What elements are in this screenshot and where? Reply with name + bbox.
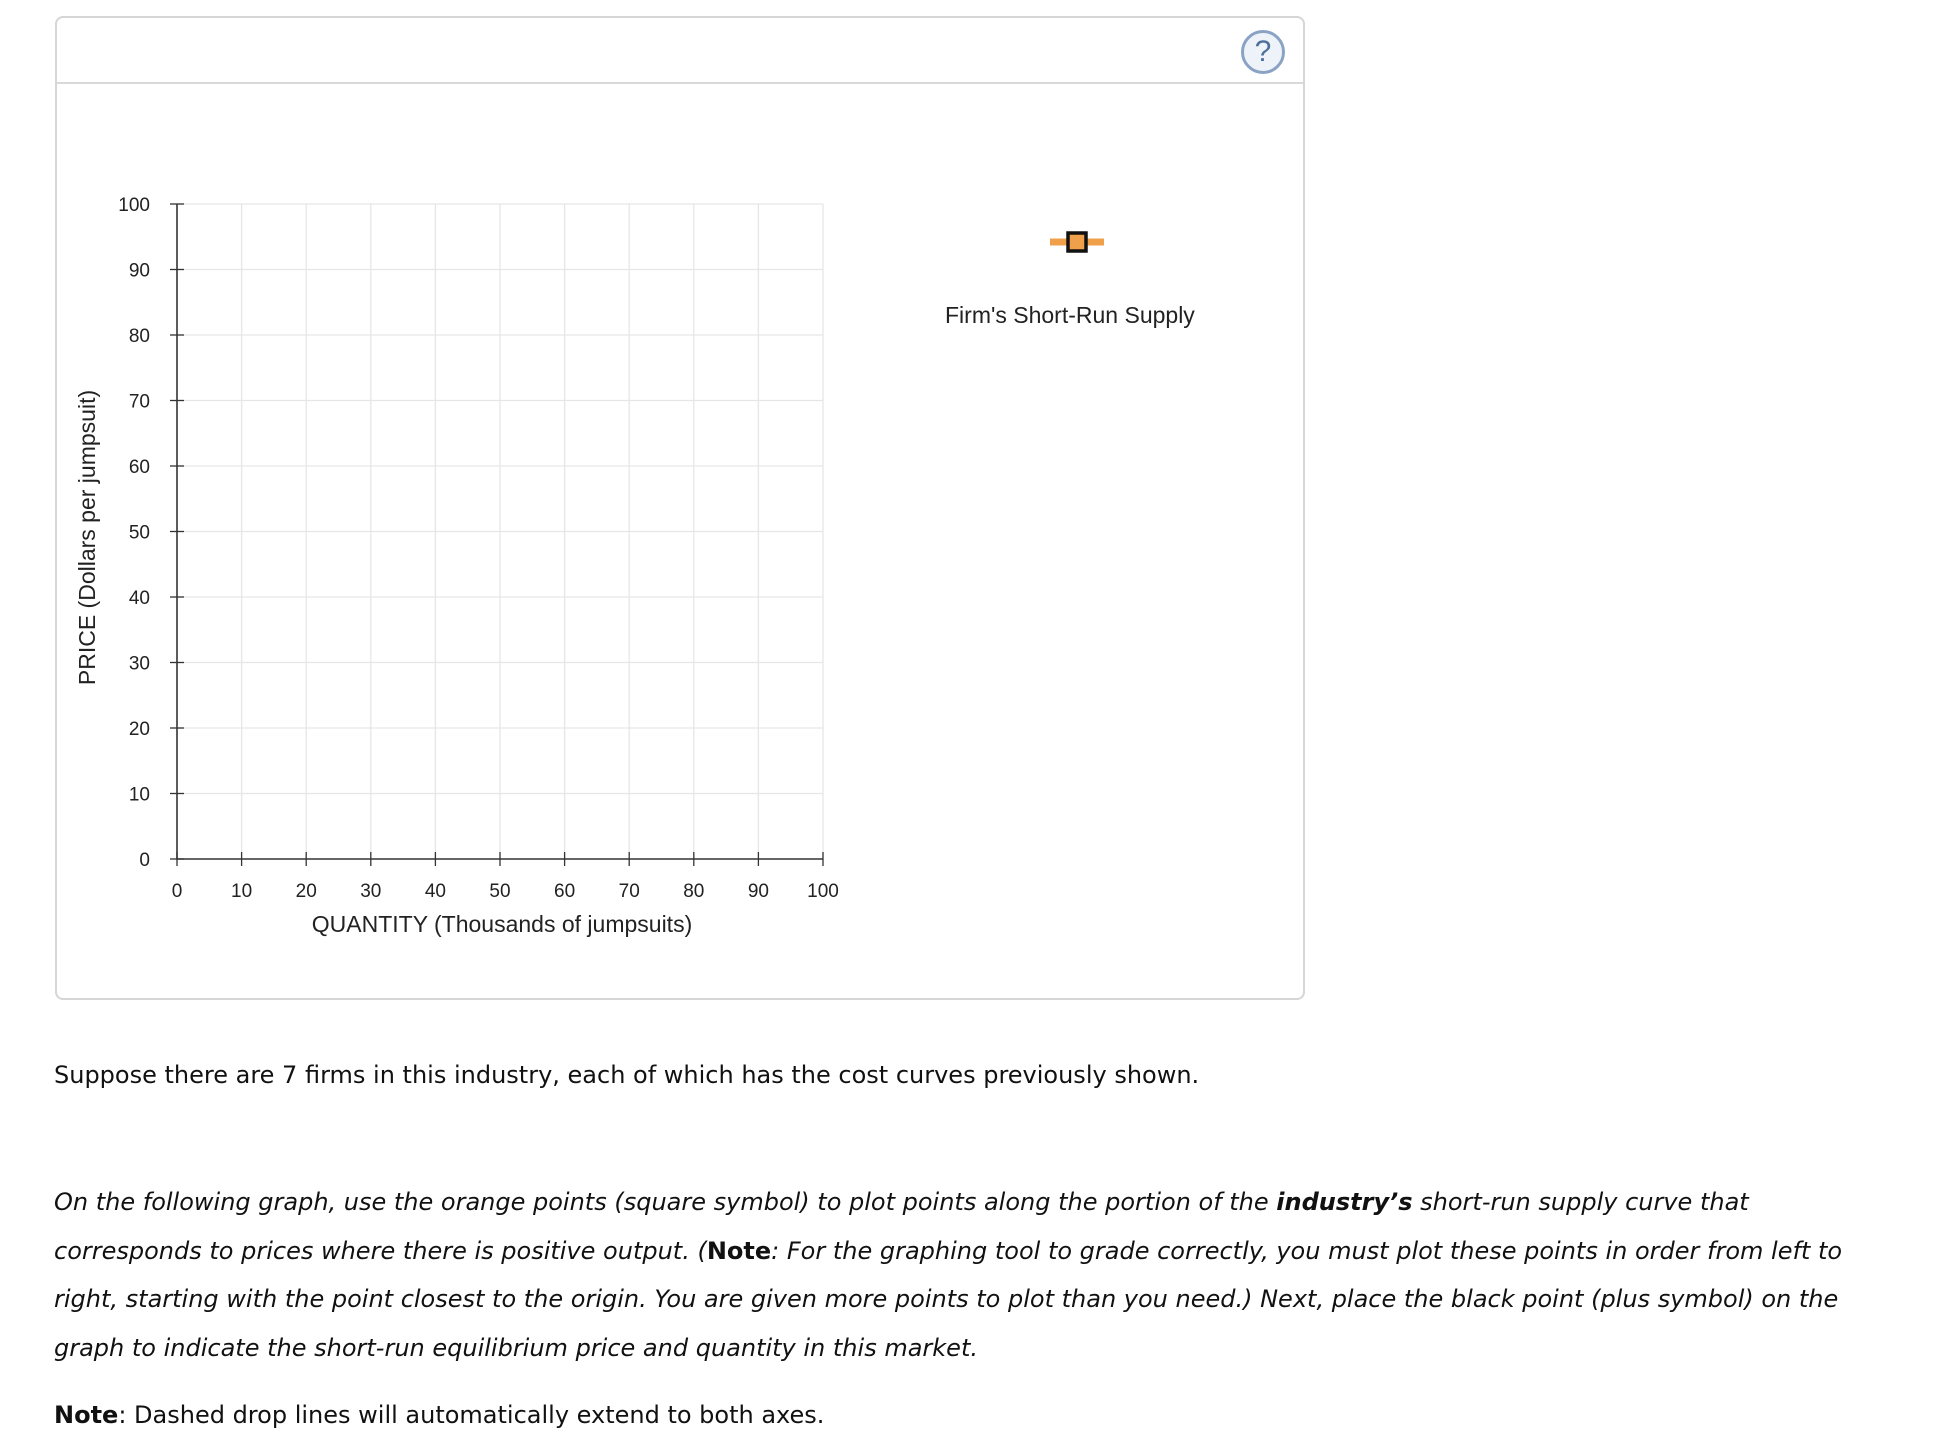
y-tick-label-40: 40 <box>128 588 150 609</box>
instr-part-1: On the following graph, use the orange points (square symbol) to plot points along the portion of the <box>54 1188 1277 1216</box>
y-tick-label-90: 90 <box>128 260 150 282</box>
instr-bold-note: Note <box>706 1236 772 1265</box>
y-tick-label-60: 60 <box>128 457 150 478</box>
x-tick-label-20: 20 <box>295 881 317 902</box>
ticks <box>170 204 823 866</box>
x-tick-label-60: 60 <box>554 881 576 902</box>
x-tick-label-10: 10 <box>231 881 253 902</box>
y-tick-labels <box>118 195 150 871</box>
instr-bold-industry: industry’s <box>1276 1188 1413 1216</box>
y-tick-label-0: 0 <box>139 850 150 871</box>
x-tick-label-50: 50 <box>489 881 511 902</box>
x-tick-label-30: 30 <box>360 881 382 902</box>
y-tick-label-50: 50 <box>128 522 150 544</box>
note-bold: Note <box>54 1401 119 1429</box>
y-tick-label-10: 10 <box>128 784 150 806</box>
instr-part-3: : For the graphing tool to grade correctly, you must plot these points in order from left to right, starting with the point closest to the origin. You are given more points to plot than you need.) Next, place the black point (plus symbol) on the graph to indicate the short-run equilibrium price and quantity in this market. <box>54 1236 1843 1362</box>
x-tick-label-100: 100 <box>807 881 839 902</box>
x-tick-label-40: 40 <box>424 881 446 902</box>
orange-square-point-tool[interactable] <box>1050 230 1104 254</box>
x-tick-label-70: 70 <box>618 881 640 902</box>
y-tick-label-70: 70 <box>128 391 150 413</box>
grid-lines <box>177 204 823 859</box>
help-button[interactable]: ? <box>1241 30 1285 74</box>
x-tick-label-0: 0 <box>171 881 183 902</box>
x-tick-label-80: 80 <box>683 881 705 902</box>
y-tick-label-80: 80 <box>128 326 150 347</box>
instructions-text <box>54 1178 1884 1372</box>
y-tick-label-20: 20 <box>128 719 150 740</box>
note-text <box>54 1401 1884 1429</box>
orange-square-icon <box>1050 230 1104 254</box>
note-rest: : Dashed drop lines will automatically extend to both axes. <box>118 1401 825 1429</box>
instr-part-2: short-run supply curve that corresponds to prices where there is positive output. ( <box>54 1188 1749 1265</box>
x-tick-labels <box>172 881 839 902</box>
y-axis-title: PRICE (Dollars per jumpsuit) <box>74 389 100 686</box>
y-tick-label-30: 30 <box>128 653 150 675</box>
intro-text: Suppose there are 7 firms in this industry, each of which has the cost curves previously shown. <box>54 1061 1200 1089</box>
y-tick-label-100: 100 <box>118 195 150 216</box>
x-axis-title: QUANTITY (Thousands of jumpsuits) <box>311 911 693 937</box>
legend-label: Firm's Short-Run Supply <box>945 302 1195 328</box>
x-tick-label-90: 90 <box>747 881 769 902</box>
